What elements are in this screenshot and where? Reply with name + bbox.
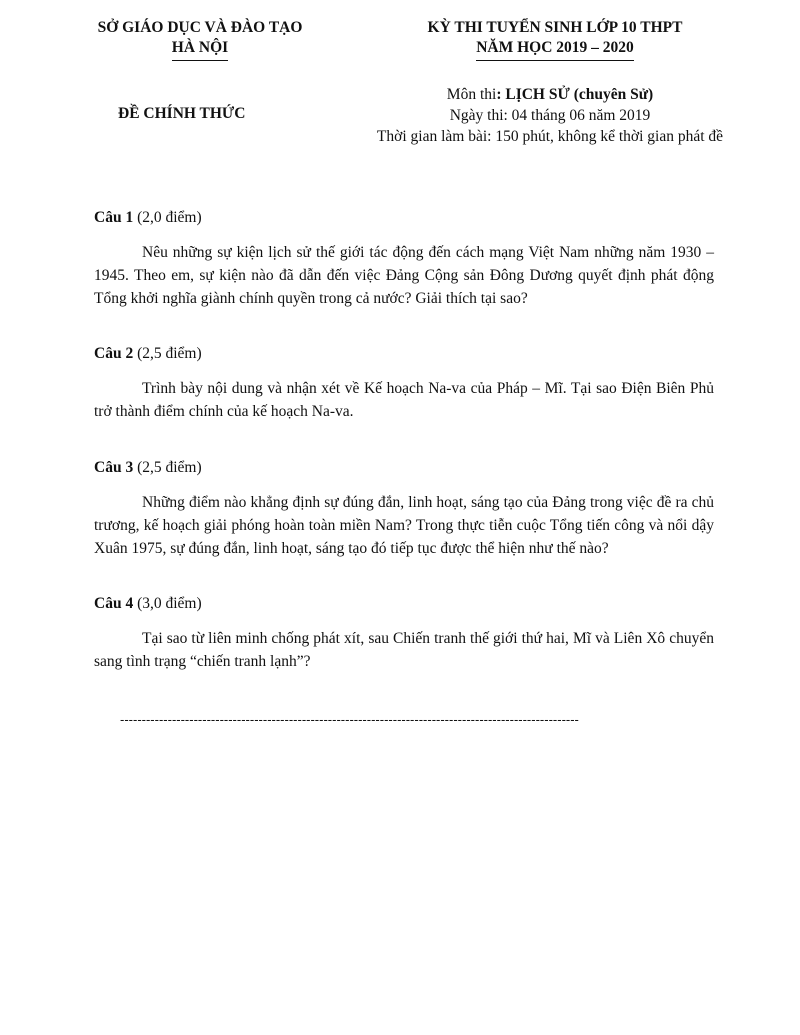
question-title (94, 458, 714, 478)
question-title (94, 344, 714, 364)
exam-subject (360, 84, 740, 105)
question-title (94, 208, 714, 228)
question-points: (2,5 điểm) (133, 459, 202, 476)
question-3 (94, 458, 714, 560)
city-name: HÀ NỘI (172, 38, 228, 61)
header-right (390, 18, 720, 61)
question-label: Câu 2 (94, 345, 134, 362)
question-label: Câu 4 (94, 595, 134, 612)
question-text: Những điểm nào khẳng định sự đúng đắn, linh hoạt, sáng tạo của Đảng trong việc đề ra chủ trương, kế hoạch giải phóng hoàn toàn miền Nam? Trong thực tiễn cuộc Tổng tiến công và nổi dậy Xuân 1975, sự đúng đắn, linh hoạt, sáng tạo đó tiếp tục được thể hiện như thế nào? (94, 494, 714, 557)
question-points: (3,0 điểm) (133, 595, 202, 612)
exam-date: Ngày thi: 04 tháng 06 năm 2019 (449, 107, 651, 124)
question-text: Trình bày nội dung và nhận xét về Kế hoạch Na-va của Pháp – Mĩ. Tại sao Điện Biên Phủ trở thành điểm chính của kế hoạch Na-va. (94, 380, 714, 420)
question-points: (2,0 điểm) (133, 209, 202, 226)
question-label: Câu 1 (94, 209, 134, 226)
question-1 (94, 208, 714, 310)
exam-info (360, 84, 740, 147)
subject-value: : LỊCH SỬ (chuyên Sử) (496, 86, 654, 103)
question-points: (2,5 điểm) (133, 345, 202, 362)
official-label: ĐỀ CHÍNH THỨC (118, 105, 246, 122)
department-name: SỞ GIÁO DỤC VÀ ĐÀO TẠO (97, 19, 303, 36)
end-divider: ---------------------------------------------------------------------------------------------------------- (120, 712, 579, 727)
question-text: Tại sao từ liên minh chống phát xít, sau Chiến tranh thế giới thứ hai, Mĩ và Liên Xô chuyển sang tình trạng “chiến tranh lạnh”? (94, 630, 714, 670)
exam-duration: Thời gian làm bài: 150 phút, không kể thời gian phát đề (376, 128, 724, 145)
question-title (94, 594, 714, 614)
school-year: NĂM HỌC 2019 – 2020 (476, 38, 634, 61)
exam-title: KỲ THI TUYỂN SINH LỚP 10 THPT (427, 19, 683, 36)
subject-prefix: Môn thi (446, 86, 497, 103)
question-text: Nêu những sự kiện lịch sử thế giới tác động đến cách mạng Việt Nam những năm 1930 – 1945. Theo em, sự kiện nào đã dẫn đến việc Đảng Cộng sản Đông Dương quyết định phát động Tổng khởi nghĩa giành chính quyền trong cả nước? Giải thích tại sao? (94, 244, 714, 307)
question-label: Câu 3 (94, 459, 134, 476)
question-2 (94, 344, 714, 423)
question-4 (94, 594, 714, 673)
header-left (70, 18, 330, 61)
